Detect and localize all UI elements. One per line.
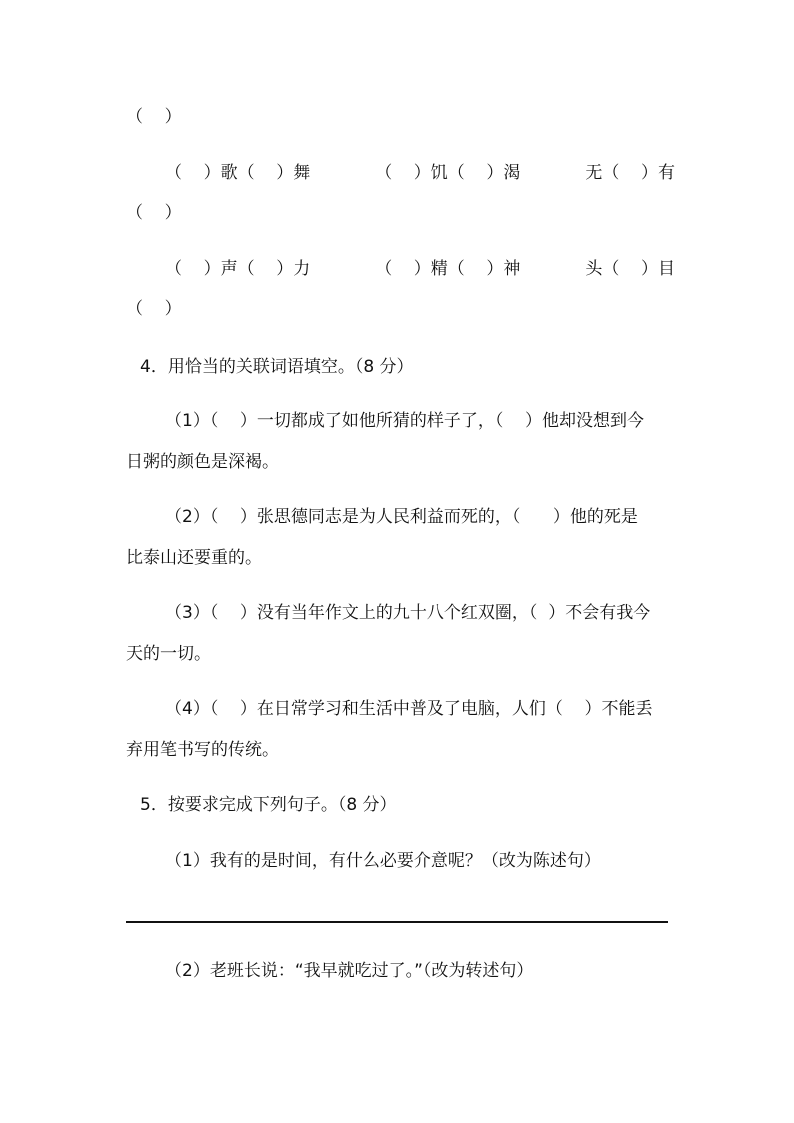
idiom-blank-1b[interactable]: （ ）饥（ ）渴 [375,163,521,183]
idiom-blank-2b[interactable]: （ ）精（ ）神 [375,259,521,279]
idiom-blank-1c[interactable]: 无（ ）有 [585,163,675,183]
q4-item-1-line2: 日粥的颜色是深褐。 [126,452,279,472]
question-5-title: 5．按要求完成下列句子。（8 分） [140,795,397,815]
answer-line[interactable] [126,921,668,923]
q4-item-2-line1: （2）（ ）张思德同志是为人民利益而死的，（ ）他的死是 [165,507,638,527]
idiom-blank-2c[interactable]: 头（ ）目 [585,259,675,279]
q5-item-1: （1）我有的是时间，有什么必要介意呢？（改为陈述句） [165,851,601,871]
idiom-row-2 [165,258,675,280]
q4-item-1-line1: （1）（ ）一切都成了如他所猜的样子了，（ ）他却没想到今 [165,411,645,431]
q4-item-2-line2: 比泰山还要重的。 [126,548,262,568]
idiom-wrap-1: （ ） [126,203,182,223]
q4-item-4-line2: 弃用笔书写的传统。 [126,740,279,760]
q4-item-3-line1: （3）（ ）没有当年作文上的九十八个红双圈，（ ）不会有我今 [165,603,651,623]
question-4-title: 4．用恰当的关联词语填空。（8 分） [140,357,414,377]
idiom-row-1 [165,162,675,184]
idiom-blank-1a[interactable]: （ ）歌（ ）舞 [165,163,311,183]
idiom-wrap-2: （ ） [126,299,182,319]
idiom-wrap-0: （ ） [126,107,182,127]
idiom-blank-2a[interactable]: （ ）声（ ）力 [165,259,311,279]
q4-item-4-line1: （4）（ ）在日常学习和生活中普及了电脑，人们（ ）不能丢 [165,699,653,719]
q4-item-3-line2: 天的一切。 [126,644,211,664]
q5-item-2: （2）老班长说：“我早就吃过了。”（改为转述句） [165,961,534,981]
